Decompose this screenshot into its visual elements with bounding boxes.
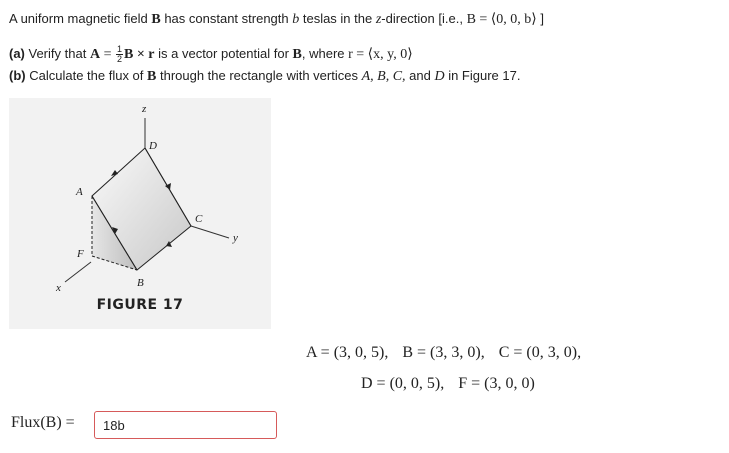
vertex-d-symbol: D <box>434 69 445 84</box>
part-a-where-text: , where <box>301 45 349 61</box>
coord-f: F = (3, 0, 0) <box>458 375 535 392</box>
vertex-c-label: C <box>195 213 203 225</box>
part-a <box>9 45 413 64</box>
coord-c: C = (0, 3, 0), <box>498 344 582 361</box>
vertex-d-label: D <box>149 140 157 152</box>
equals-sign: = <box>100 46 115 62</box>
y-axis <box>191 226 229 238</box>
intro-end-text: -direction [i.e., <box>381 11 467 26</box>
y-axis-label: y <box>233 232 238 244</box>
part-a-text: Verify that <box>24 45 90 61</box>
part-b-end-text: in Figure 17. <box>444 68 521 83</box>
part-b-text2: through the rectangle with vertices <box>156 68 362 83</box>
vertex-f-label: F <box>77 248 84 260</box>
cross-product-expr: B × r <box>123 46 155 62</box>
x-axis <box>65 262 91 282</box>
fraction-denominator: 2 <box>116 54 122 64</box>
strength-symbol: b <box>292 12 300 27</box>
vertex-b-label: B <box>137 277 144 289</box>
coord-b: B = (3, 3, 0), <box>402 344 485 361</box>
coord-a: A = (3, 0, 5), <box>306 344 389 361</box>
coord-d: D = (0, 0, 5), <box>361 375 445 392</box>
one-half-fraction <box>116 45 123 64</box>
intro-close-text: ] <box>536 11 544 26</box>
intro-mid2-text: teslas in the <box>299 11 376 26</box>
z-axis-label: z <box>142 103 147 115</box>
position-vector: r = ⟨x, y, 0⟩ <box>348 46 413 62</box>
vector-potential-symbol: A <box>89 46 101 62</box>
coordinates-row-2 <box>361 375 535 393</box>
flux-label: Flux(B) = <box>11 414 75 431</box>
flux-answer-input[interactable] <box>94 411 277 439</box>
coordinates-row-1 <box>306 344 581 362</box>
part-b-and: and <box>405 68 435 83</box>
part-a-mid-text: is a vector potential for <box>154 45 293 61</box>
part-a-label: (a) <box>9 45 25 61</box>
z-symbol: z <box>375 12 382 27</box>
figure-caption: FIGURE 17 <box>96 297 184 313</box>
problem-intro <box>9 11 544 28</box>
figure-17 <box>9 98 271 329</box>
field-symbol-a: B <box>292 46 302 62</box>
part-b-label: (b) <box>9 68 26 83</box>
intro-mid-text: has constant strength <box>160 11 293 26</box>
rectangle-diagram <box>9 98 271 329</box>
x-axis-label: x <box>56 282 61 294</box>
intro-text: A uniform magnetic field <box>9 11 152 26</box>
field-symbol-b: B <box>147 69 157 84</box>
part-b-text1: Calculate the flux of <box>25 68 148 83</box>
vertex-a-label: A <box>76 186 83 198</box>
field-vector: B = ⟨0, 0, b⟩ <box>466 12 537 27</box>
part-b <box>9 68 520 85</box>
vertex-list: A, B, C, <box>361 69 406 84</box>
field-symbol: B <box>151 12 161 27</box>
fraction-numerator: 1 <box>116 44 122 54</box>
